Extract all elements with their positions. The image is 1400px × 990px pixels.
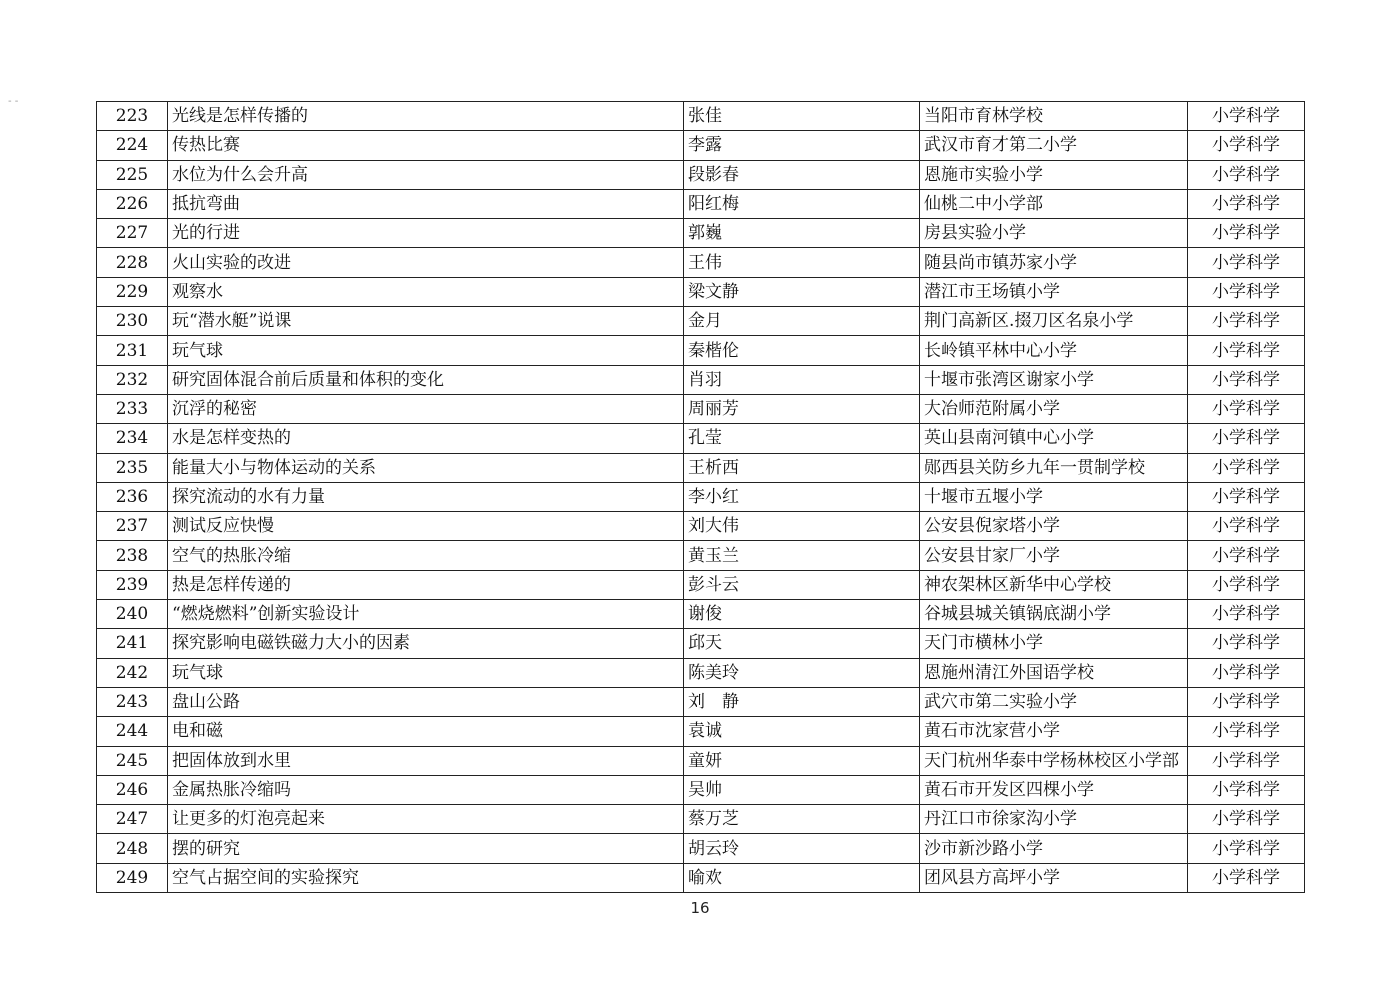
cell-school: 郧西县关防乡九年一贯制学校 xyxy=(920,453,1188,482)
cell-author: 蔡万芝 xyxy=(684,805,920,834)
cell-author: 肖羽 xyxy=(684,365,920,394)
page-number: 16 xyxy=(690,899,710,917)
cell-school: 长岭镇平林中心小学 xyxy=(920,336,1188,365)
cell-author: 金月 xyxy=(684,307,920,336)
cell-author: 袁诚 xyxy=(684,717,920,746)
table-row xyxy=(97,189,1305,218)
cell-number: 237 xyxy=(97,512,168,541)
table-row xyxy=(97,600,1305,629)
table-row xyxy=(97,658,1305,687)
cell-school: 天门市横林小学 xyxy=(920,629,1188,658)
table-row xyxy=(97,394,1305,423)
cell-school: 神农架林区新华中心学校 xyxy=(920,570,1188,599)
cell-title: “燃烧燃料”创新实验设计 xyxy=(168,600,684,629)
cell-school: 荆门高新区.掇刀区名泉小学 xyxy=(920,307,1188,336)
table-row xyxy=(97,424,1305,453)
table-row xyxy=(97,775,1305,804)
cell-school: 随县尚市镇苏家小学 xyxy=(920,248,1188,277)
cell-school: 黄石市开发区四棵小学 xyxy=(920,775,1188,804)
cell-number: 238 xyxy=(97,541,168,570)
cell-title: 水是怎样变热的 xyxy=(168,424,684,453)
cell-number: 245 xyxy=(97,746,168,775)
table-row xyxy=(97,365,1305,394)
cell-author: 张佳 xyxy=(684,102,920,131)
cell-subject: 小学科学 xyxy=(1188,424,1305,453)
cell-number: 247 xyxy=(97,805,168,834)
cell-subject: 小学科学 xyxy=(1188,102,1305,131)
cell-school: 团风县方高坪小学 xyxy=(920,863,1188,892)
cell-school: 十堰市张湾区谢家小学 xyxy=(920,365,1188,394)
table-row xyxy=(97,570,1305,599)
table-row xyxy=(97,277,1305,306)
cell-author: 孔莹 xyxy=(684,424,920,453)
cell-number: 243 xyxy=(97,687,168,716)
cell-number: 229 xyxy=(97,277,168,306)
cell-subject: 小学科学 xyxy=(1188,512,1305,541)
cell-subject: 小学科学 xyxy=(1188,746,1305,775)
cell-title: 电和磁 xyxy=(168,717,684,746)
cell-number: 236 xyxy=(97,482,168,511)
cell-school: 黄石市沈家营小学 xyxy=(920,717,1188,746)
cell-author: 喻欢 xyxy=(684,863,920,892)
cell-number: 244 xyxy=(97,717,168,746)
cell-title: 光的行进 xyxy=(168,219,684,248)
cell-number: 242 xyxy=(97,658,168,687)
table-row xyxy=(97,746,1305,775)
cell-author: 周丽芳 xyxy=(684,394,920,423)
cell-school: 恩施州清江外国语学校 xyxy=(920,658,1188,687)
cell-title: 火山实验的改进 xyxy=(168,248,684,277)
cell-title: 玩气球 xyxy=(168,336,684,365)
cell-title: 盘山公路 xyxy=(168,687,684,716)
cell-number: 234 xyxy=(97,424,168,453)
cell-author: 李露 xyxy=(684,131,920,160)
cell-number: 233 xyxy=(97,394,168,423)
cell-subject: 小学科学 xyxy=(1188,834,1305,863)
roster-table xyxy=(96,101,1305,893)
cell-author: 王析西 xyxy=(684,453,920,482)
cell-subject: 小学科学 xyxy=(1188,336,1305,365)
cell-subject: 小学科学 xyxy=(1188,365,1305,394)
cell-title: 沉浮的秘密 xyxy=(168,394,684,423)
cell-title: 让更多的灯泡亮起来 xyxy=(168,805,684,834)
cell-subject: 小学科学 xyxy=(1188,482,1305,511)
cell-author: 刘大伟 xyxy=(684,512,920,541)
cell-author: 秦楷伦 xyxy=(684,336,920,365)
cell-school: 仙桃二中小学部 xyxy=(920,189,1188,218)
table-row xyxy=(97,629,1305,658)
scan-artifact: - - xyxy=(8,96,19,107)
cell-author: 谢俊 xyxy=(684,600,920,629)
table-row xyxy=(97,336,1305,365)
cell-author: 王伟 xyxy=(684,248,920,277)
cell-subject: 小学科学 xyxy=(1188,277,1305,306)
cell-subject: 小学科学 xyxy=(1188,717,1305,746)
cell-subject: 小学科学 xyxy=(1188,570,1305,599)
table-row xyxy=(97,307,1305,336)
cell-subject: 小学科学 xyxy=(1188,189,1305,218)
cell-author: 郭巍 xyxy=(684,219,920,248)
cell-author: 段影春 xyxy=(684,160,920,189)
table-row xyxy=(97,717,1305,746)
cell-number: 228 xyxy=(97,248,168,277)
table-row xyxy=(97,482,1305,511)
cell-subject: 小学科学 xyxy=(1188,687,1305,716)
cell-number: 227 xyxy=(97,219,168,248)
cell-number: 223 xyxy=(97,102,168,131)
table-row xyxy=(97,102,1305,131)
table-row xyxy=(97,160,1305,189)
cell-school: 潜江市王场镇小学 xyxy=(920,277,1188,306)
cell-school: 英山县南河镇中心小学 xyxy=(920,424,1188,453)
cell-title: 测试反应快慢 xyxy=(168,512,684,541)
cell-subject: 小学科学 xyxy=(1188,863,1305,892)
cell-number: 241 xyxy=(97,629,168,658)
cell-author: 梁文静 xyxy=(684,277,920,306)
table-row xyxy=(97,453,1305,482)
cell-number: 246 xyxy=(97,775,168,804)
cell-author: 刘 静 xyxy=(684,687,920,716)
cell-subject: 小学科学 xyxy=(1188,658,1305,687)
cell-subject: 小学科学 xyxy=(1188,775,1305,804)
table-row xyxy=(97,219,1305,248)
cell-number: 225 xyxy=(97,160,168,189)
cell-title: 探究流动的水有力量 xyxy=(168,482,684,511)
cell-number: 224 xyxy=(97,131,168,160)
table-row xyxy=(97,541,1305,570)
cell-school: 十堰市五堰小学 xyxy=(920,482,1188,511)
cell-title: 空气的热胀冷缩 xyxy=(168,541,684,570)
cell-title: 空气占据空间的实验探究 xyxy=(168,863,684,892)
cell-author: 阳红梅 xyxy=(684,189,920,218)
roster-table-body xyxy=(97,102,1305,893)
cell-author: 陈美玲 xyxy=(684,658,920,687)
cell-subject: 小学科学 xyxy=(1188,541,1305,570)
cell-number: 240 xyxy=(97,600,168,629)
cell-subject: 小学科学 xyxy=(1188,131,1305,160)
cell-subject: 小学科学 xyxy=(1188,307,1305,336)
cell-title: 探究影响电磁铁磁力大小的因素 xyxy=(168,629,684,658)
cell-title: 金属热胀冷缩吗 xyxy=(168,775,684,804)
cell-author: 童妍 xyxy=(684,746,920,775)
table-row xyxy=(97,863,1305,892)
table-row xyxy=(97,805,1305,834)
cell-title: 热是怎样传递的 xyxy=(168,570,684,599)
cell-title: 观察水 xyxy=(168,277,684,306)
cell-subject: 小学科学 xyxy=(1188,160,1305,189)
cell-subject: 小学科学 xyxy=(1188,600,1305,629)
cell-school: 武汉市育才第二小学 xyxy=(920,131,1188,160)
cell-school: 武穴市第二实验小学 xyxy=(920,687,1188,716)
cell-title: 玩“潜水艇”说课 xyxy=(168,307,684,336)
cell-title: 能量大小与物体运动的关系 xyxy=(168,453,684,482)
cell-title: 传热比赛 xyxy=(168,131,684,160)
table-row xyxy=(97,834,1305,863)
table-row xyxy=(97,131,1305,160)
cell-author: 胡云玲 xyxy=(684,834,920,863)
cell-title: 摆的研究 xyxy=(168,834,684,863)
cell-number: 235 xyxy=(97,453,168,482)
cell-author: 黄玉兰 xyxy=(684,541,920,570)
table-row xyxy=(97,687,1305,716)
cell-subject: 小学科学 xyxy=(1188,219,1305,248)
cell-title: 光线是怎样传播的 xyxy=(168,102,684,131)
cell-author: 李小红 xyxy=(684,482,920,511)
cell-number: 248 xyxy=(97,834,168,863)
table-row xyxy=(97,248,1305,277)
cell-title: 水位为什么会升高 xyxy=(168,160,684,189)
cell-number: 249 xyxy=(97,863,168,892)
cell-school: 当阳市育林学校 xyxy=(920,102,1188,131)
cell-school: 公安县倪家塔小学 xyxy=(920,512,1188,541)
cell-author: 邱天 xyxy=(684,629,920,658)
cell-school: 沙市新沙路小学 xyxy=(920,834,1188,863)
cell-school: 谷城县城关镇锅底湖小学 xyxy=(920,600,1188,629)
cell-number: 239 xyxy=(97,570,168,599)
cell-number: 230 xyxy=(97,307,168,336)
cell-school: 房县实验小学 xyxy=(920,219,1188,248)
cell-title: 把固体放到水里 xyxy=(168,746,684,775)
cell-subject: 小学科学 xyxy=(1188,248,1305,277)
cell-title: 研究固体混合前后质量和体积的变化 xyxy=(168,365,684,394)
cell-school: 恩施市实验小学 xyxy=(920,160,1188,189)
cell-school: 公安县甘家厂小学 xyxy=(920,541,1188,570)
cell-school: 丹江口市徐家沟小学 xyxy=(920,805,1188,834)
cell-school: 大冶师范附属小学 xyxy=(920,394,1188,423)
cell-number: 226 xyxy=(97,189,168,218)
cell-title: 抵抗弯曲 xyxy=(168,189,684,218)
cell-subject: 小学科学 xyxy=(1188,629,1305,658)
cell-subject: 小学科学 xyxy=(1188,394,1305,423)
cell-subject: 小学科学 xyxy=(1188,805,1305,834)
cell-number: 232 xyxy=(97,365,168,394)
cell-number: 231 xyxy=(97,336,168,365)
cell-author: 彭斗云 xyxy=(684,570,920,599)
cell-school: 天门杭州华泰中学杨林校区小学部 xyxy=(920,746,1188,775)
cell-title: 玩气球 xyxy=(168,658,684,687)
cell-author: 吴帅 xyxy=(684,775,920,804)
table-row xyxy=(97,512,1305,541)
cell-subject: 小学科学 xyxy=(1188,453,1305,482)
